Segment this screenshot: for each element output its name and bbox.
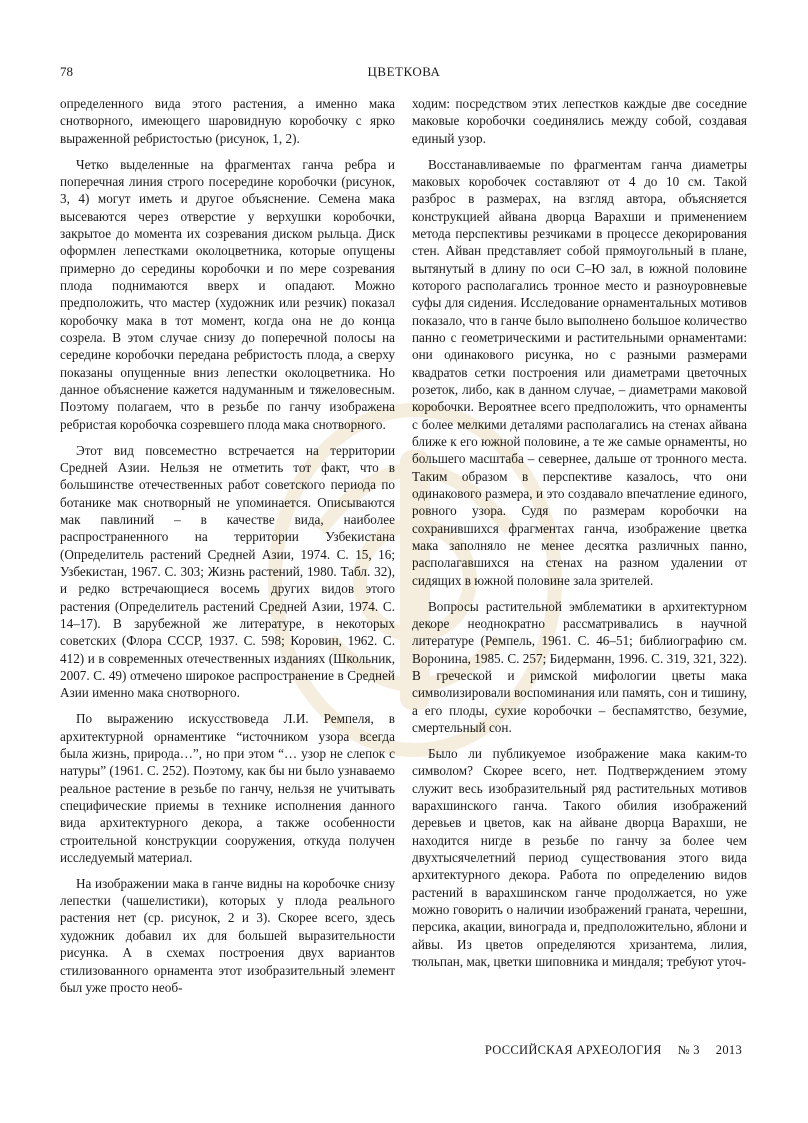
paragraph: Вопросы растительной эмблематики в архитектурном декоре неоднократно рассматривались в научной литературе (Ремпель, 1961. С. 46–51; библиографию см. Воронина, 1985. С. 257; Бидерманн, 1996. С. 319, 321, 322). В греческой и римской мифологии цветы мака символизировали воспоминания или память, сон и тишину, а его плоды, сухие коробочки – беспамятство, безумие, смертельный сон. — [412, 598, 747, 736]
publication-year: 2013 — [715, 1043, 742, 1057]
page-footer — [485, 1043, 742, 1058]
paragraph: определенного вида этого растения, а именно мака снотворного, имеющего шаровидную коробочку с ярко выраженной ребристостью (рисунок, 1, 2). — [60, 96, 395, 146]
page-number: 78 — [60, 64, 73, 79]
paragraph: Было ли публикуемое изображение мака каким-то символом? Скорее всего, нет. Подтверждением этому служит весь изобразительный ряд растительных мотивов варахшинского ганча. Такого обилия изображений деревьев и цветов, как на айване дворца Варахши, не находится нигде в резьбе по ганчу за более чем двухтысячелетний период существования этого вида архитектурного декора. Работа по определению видов растений в варахшинском ганче продолжается, но уже можно говорить о наличии изображений граната, черешни, персика, акации, винограда и, предположительно, яблони и айвы. Из цветов определяются хризантема, лилия, тюльпан, мак, цветки шиповника и миндаля; требуют уточ- — [412, 745, 747, 969]
paragraph: Четко выделенные на фрагментах ганча ребра и поперечная линия строго посередине коробочки (рисунок, 3, 4) могут иметь и другое объяснение. Семена мака высеваются через отверстие у верхушки коробочки, закрытое до момента их созревания диском рыльца. Диск оформлен лепестками околоцветника, которые опущены примерно до середины коробочки и по мере созревания плода поднимаются вверх и опадают. Можно предположить, что мастер (художник или резчик) показал коробочку мака в тот момент, когда она не до конца созрела. В этом случае снизу до поперечной полосы на середине коробочки передана ребристость плода, а сверху показаны опущенные вниз лепестки околоцветника. Но данное объяснение кажется надуманным и тяжеловесным. Поэтому полагаем, что в резьбе по ганчу изображена ребристая коробочка созревшего плода мака снотворного. — [60, 156, 395, 432]
journal-name: РОССИЙСКАЯ АРХЕОЛОГИЯ — [484, 1043, 662, 1057]
left-column — [60, 95, 395, 1005]
page-header — [60, 64, 748, 82]
paragraph: По выражению искусствоведа Л.И. Ремпеля, в архитектурной орнаментике “источником узора всегда была жизнь, природа…”, но при этом “… узор не слепок с натуры” (1961. С. 252). Поэтому, как бы ни было узнаваемо реальное растение в резьбе по ганчу, нельзя не учитывать специфические приемы в технике исполнения данного вида архитектурного декора, а также особенности строительной конструкции сооружения, откуда получен исследуемый материал. — [60, 711, 395, 865]
paragraph: Этот вид повсеместно встречается на территории Средней Азии. Нельзя не отметить тот факт, что в большинстве отечественных работ советского периода по ботанике мак снотворный не упоминается. Описываются мак павлиний – в качестве вида, наиболее распространенного на территории Узбекистана (Определитель растений Средней Азии, 1974. С. 15, 16; Узбекистан, 1967. С. 303; Жизнь растений, 1980. Табл. 32), и редко встречающиеся восемь других видов этого растения (Определитель растений Средней Азии, 1974. С. 14–17). В зарубежной же литературе, в некоторых советских (Флора СССР, 1937. С. 598; Коровин, 1962. С. 412) и в современных отечественных изданиях (Школьник, 2007. С. 49) отмечено широкое распространение в Средней Азии именно мака снотворного. — [60, 442, 395, 701]
paragraph: На изображении мака в ганче видны на коробочке снизу лепестки (чашелистики), которых у плода реального растения нет (ср. рисунок, 2 и 3). Скорее всего, здесь художник добавил их для большей выразительности рисунка. А в схемах построения двух вариантов стилизованного орнамента этот изобразительный элемент был уже просто необ- — [60, 875, 395, 995]
running-title: ЦВЕТКОВА — [367, 64, 441, 79]
right-column — [412, 95, 747, 979]
paragraph: ходим: посредством этих лепестков каждые две соседние маковые коробочки соединялись между собой, создавая единый узор. — [412, 96, 747, 146]
issue-number: № 3 — [677, 1043, 700, 1057]
paragraph: Восстанавливаемые по фрагментам ганча диаметры маковых коробочек составляют от 4 до 10 см. Такой разброс в размерах, на взгляд автора, объясняется конструкцией айвана дворца Варахши и применением метода перспективы резчиками в процессе декорирования стен. Айван представляет собой прямоугольный в плане, вытянутый в длину по оси С–Ю зал, в южной половине которого располагались тронное место и разноуровневые суфы для сидения. Исследование орнаментальных мотивов показало, что в ганче было выполнено большое количество панно с геометрическими и растительными орнаментами: они одинакового рисунка, но с разными размерами квадратов сетки построения или диаметрами цветочных розеток, либо, как в данном случае, – диаметрами маковой коробочки. Вероятнее всего предположить, что орнаменты с более мелкими деталями располагались на стенах айвана ближе к его южной половине, а те же самые орнаменты, но большего масштаба – севернее, дальше от тронного места. Таким образом в перспективе казалось, что они одинакового размера, и это создавало впечатление единого, ровного узора. Судя по размерам коробочки на сохранившихся фрагментах ганча, изображение цветка мака заполняло не менее десятка различных панно, располагавшихся на стенах на разном удалении от сидящих в южной половине зала зрителей. — [412, 156, 747, 588]
